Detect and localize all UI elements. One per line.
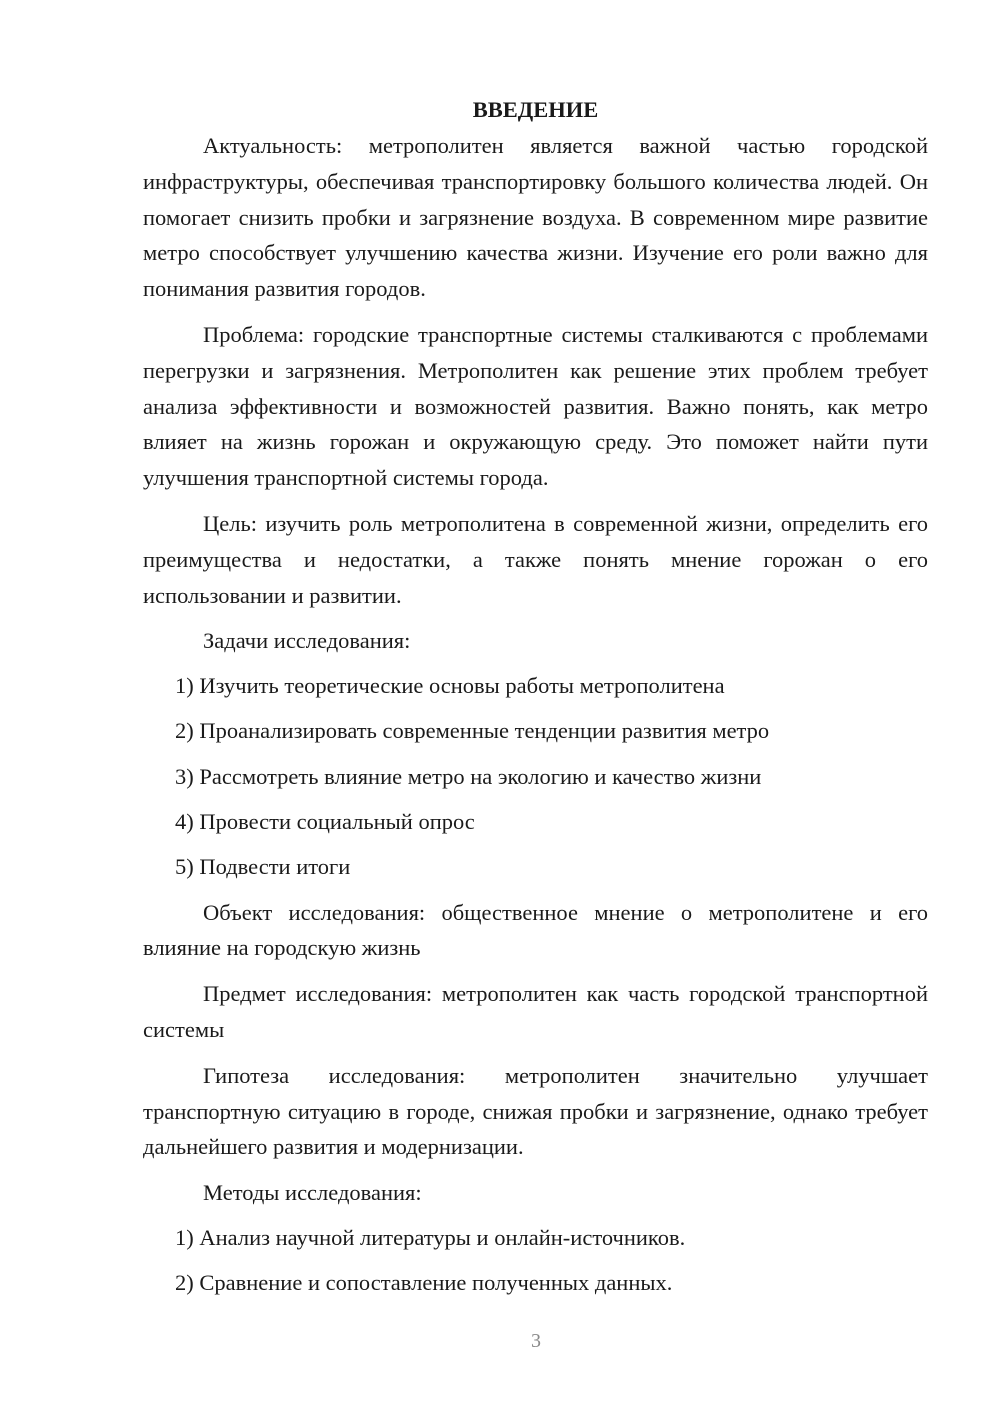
page-number: 3 xyxy=(531,1330,541,1352)
list-item: 3) Рассмотреть влияние метро на экологию и качество жизни xyxy=(175,763,762,789)
tasks-label: Задачи исследования: xyxy=(203,628,411,654)
section-title: ВВЕДЕНИЕ xyxy=(472,97,599,122)
list-item: 5) Подвести итоги xyxy=(175,854,351,880)
page-content xyxy=(143,92,928,1311)
list-item: 4) Провести социальный опрос xyxy=(175,809,475,835)
tasks-list xyxy=(143,668,928,885)
goal-paragraph: Цель: изучить роль метрополитена в современной жизни, определить его преимущества и недостатки, а также понять мнение горожан о его использовании и развитии. xyxy=(143,510,928,608)
list-item: 2) Проанализировать современные тенденции развития метро xyxy=(175,718,770,744)
object-paragraph: Объект исследования: общественное мнение о метрополитене и его влияние на городскую жизнь xyxy=(143,899,928,961)
methods-list xyxy=(143,1220,928,1301)
relevance-paragraph: Актуальность: метрополитен является важной частью городской инфраструктуры, обеспечивая транспортировку большого количества людей. Он помогает снизить пробки и загрязнение воздуха. В современном мире развитие метро способствует улучшению качества жизни. Изучение его роли важно для понимания развития городов. xyxy=(143,133,928,302)
subject-paragraph: Предмет исследования: метрополитен как часть городской транспортной системы xyxy=(143,981,928,1043)
problem-paragraph: Проблема: городские транспортные системы сталкиваются с проблемами перегрузки и загрязнения. Метрополитен как решение этих проблем требует анализа эффективности и возможностей развития. Важно понять, как метро влияет на жизнь горожан и окружающую среду. Это поможет найти пути улучшения транспортной системы города. xyxy=(143,321,928,491)
list-item: 1) Анализ научной литературы и онлайн-источников. xyxy=(175,1225,686,1251)
methods-label: Методы исследования: xyxy=(203,1180,422,1206)
hypothesis-paragraph: Гипотеза исследования: метрополитен значительно улучшает транспортную ситуацию в городе, снижая пробки и загрязнение, однако требует дальнейшего развития и модернизации. xyxy=(143,1062,928,1160)
list-item: 2) Сравнение и сопоставление полученных данных. xyxy=(175,1270,673,1296)
list-item: 1) Изучить теоретические основы работы метрополитена xyxy=(175,673,725,699)
